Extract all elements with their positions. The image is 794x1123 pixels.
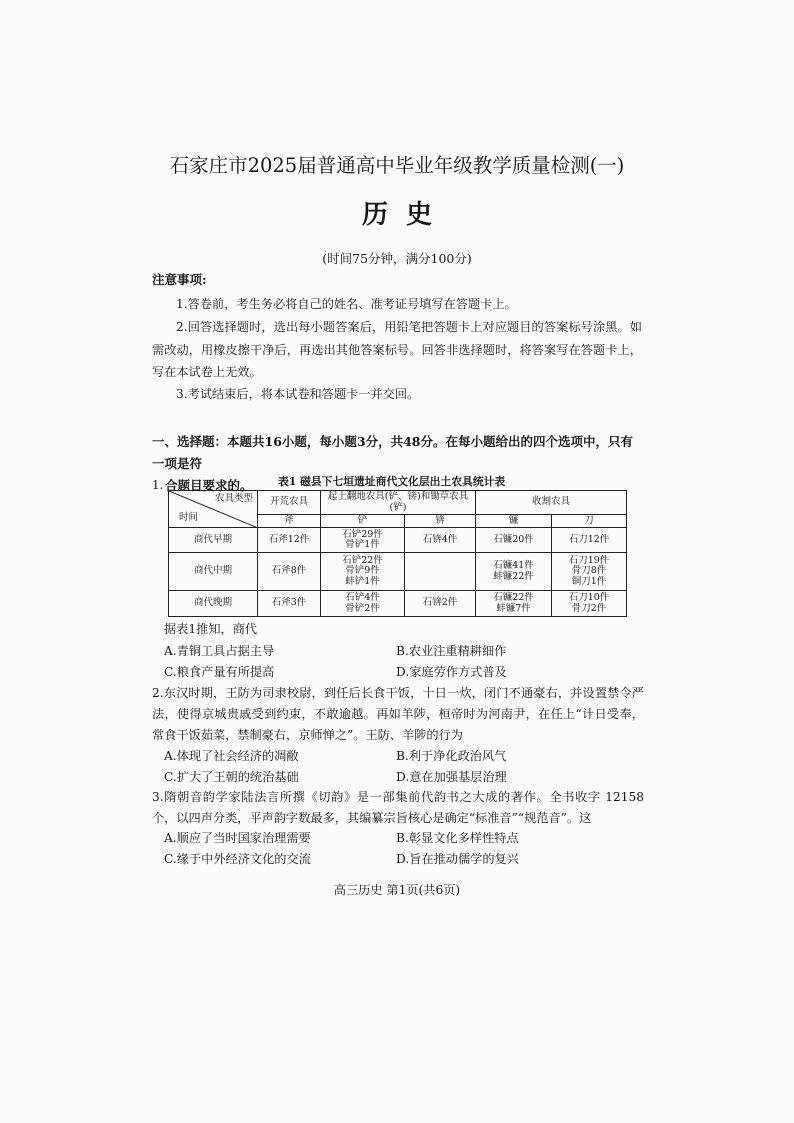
adze-cell: [405, 591, 476, 617]
period-cell: 商代早期: [169, 528, 258, 553]
cell-line: 骨铲9件: [345, 565, 380, 577]
adze-cell: [405, 528, 476, 553]
shovel-cell: [321, 591, 405, 617]
cell-line: 石镰22件: [493, 592, 534, 603]
page-footer: 高三历史 第1页(共6页): [333, 883, 461, 897]
cell-line: 骨铲1件: [345, 539, 380, 550]
q3-option-c[interactable]: C.缘于中外经济文化的交流: [164, 852, 311, 866]
q2-option-b[interactable]: B.利于净化政治风气: [396, 749, 507, 763]
q1-option-a[interactable]: A.青铜工具占据主导: [164, 644, 275, 658]
table-caption: 表1 磁县下七垣遗址商代文化层出土农具统计表: [278, 475, 506, 488]
knife-cell: [552, 553, 627, 591]
period-cell: 商代中期: [169, 553, 258, 591]
section-heading-line-2: 合题目要求的。: [165, 478, 253, 493]
cell-line: 石斧12件: [268, 533, 310, 545]
group-header-clearing: 开荒农具: [258, 491, 321, 515]
q3-option-a[interactable]: A.顺应了当时国家治理需要: [164, 831, 311, 845]
cell-line: 石铲4件: [345, 592, 380, 603]
q1-option-d[interactable]: D.家庭劳作方式普及: [396, 665, 507, 679]
exam-title: 石家庄市2025届普通高中毕业年级教学质量检测(一): [169, 154, 625, 177]
question-1-number: 1.: [152, 478, 164, 492]
q2-option-c[interactable]: C.扩大了王朝的统治基础: [164, 770, 299, 784]
cell-line: 石铲22件: [342, 554, 383, 566]
question-1-stem: 据表1推知，商代: [164, 622, 258, 636]
subheader-shovel: 铲: [321, 515, 405, 528]
cell-line: 蚌镰7件: [496, 602, 531, 614]
sickle-cell: [476, 528, 552, 553]
cell-line: 骨铲2件: [345, 602, 380, 614]
cell-line: 石斧3件: [271, 597, 307, 609]
group-header-harvest: 收割农具: [476, 491, 627, 515]
question-3-stem: 3.隋朝音韵学家陆法言所撰《切韵》是一部集前代韵书之大成的著作。全书收字 12158 个，以四声分类，平声韵字数最多，其编纂宗旨核心是确定“标准音”“规范音”。这: [152, 790, 644, 825]
table-header-row-1: [169, 491, 627, 515]
corner-bottom-label: 时间: [179, 511, 199, 523]
q3-option-d[interactable]: D.旨在推动儒学的复兴: [396, 852, 519, 866]
cell-line: 骨刀8件: [571, 565, 607, 577]
knife-cell: [552, 591, 627, 617]
subheader-adze: 锛: [405, 515, 476, 528]
question-2-stem: 2.东汉时期，王防为司隶校尉，到任后长食干饭，十日一炊，闭门不通豪右，并设置禁令严法，使得京城贵戚受到约束，不敢逾越。再如羊陟，桓帝时为河南尹，在任上“计日受奉，常食干饭茹菜，禁制豪右，京师惮之”。王防、羊陟的行为: [152, 686, 644, 742]
subheader-knife: 刀: [552, 515, 627, 528]
cell-line: 石刀19件: [568, 554, 610, 566]
cell-line: 石刀12件: [568, 533, 610, 545]
axe-cell: [258, 528, 321, 553]
cell-line: 石锛2件: [422, 597, 458, 609]
q1-option-b[interactable]: B.农业注重精耕细作: [396, 644, 507, 658]
corner-top-label: 农具类型: [214, 493, 253, 504]
shovel-cell: [321, 528, 405, 553]
cell-line: 铜刀1件: [571, 575, 607, 587]
time-note: (时间75分钟，满分100分): [322, 251, 472, 266]
cell-line: 骨刀2件: [571, 602, 607, 614]
q2-option-d[interactable]: D.意在加强基层治理: [396, 770, 507, 784]
farm-tools-table: [168, 490, 627, 617]
axe-cell: [258, 553, 321, 591]
section-heading-line-1: 一、选择题：本题共16小题，每小题3分，共48分。在每小题给出的四个选项中，只有一项是符: [152, 434, 633, 471]
notice-item-1: 1.答卷前，考生务必将自己的姓名、准考证号填写在答题卡上。: [176, 297, 517, 311]
cell-line: 石镰41件: [493, 560, 534, 571]
cell-line: 石刀10件: [568, 592, 610, 603]
axe-cell: [258, 591, 321, 617]
table-row: [169, 553, 627, 591]
notice-heading: 注意事项:: [152, 272, 207, 287]
cell-line: 石斧8件: [271, 565, 307, 577]
adze-cell: [405, 553, 476, 591]
cell-line: 蚌镰22件: [493, 570, 534, 582]
knife-cell: [552, 528, 627, 553]
q1-option-c[interactable]: C.粮食产量有所提高: [164, 665, 275, 679]
subheader-sickle: 镰: [476, 515, 552, 528]
q2-option-a[interactable]: A.体现了社会经济的凋敝: [164, 749, 299, 763]
sickle-cell: [476, 591, 552, 617]
notice-item-2: 2.回答选择题时，选出每小题答案后，用铅笔把答题卡上对应题目的答案标号涂黑。如需改动，用橡皮擦干净后，再选出其他答案标号。回答非选择题时，将答案写在答题卡上，写在本试卷上无效。: [152, 320, 642, 379]
subject-title: 历史: [361, 200, 450, 230]
table-row: [169, 591, 627, 617]
cell-line: 石铲29件: [342, 528, 383, 540]
q3-option-b[interactable]: B.彰显文化多样性特点: [396, 831, 519, 845]
sickle-cell: [476, 553, 552, 591]
period-cell: 商代晚期: [169, 591, 258, 617]
subheader-axe: 斧: [258, 515, 321, 528]
group-header-tillage: 起土翻地农具(铲、锛)和锄草农具(铲): [321, 491, 476, 515]
table-corner-cell: [169, 491, 258, 528]
shovel-cell: [321, 553, 405, 591]
table-row: [169, 528, 627, 553]
notice-item-3: 3.考试结束后，将本试卷和答题卡一并交回。: [176, 387, 420, 401]
cell-line: 蚌铲1件: [345, 575, 380, 587]
cell-line: 石镰20件: [493, 533, 534, 545]
cell-line: 石锛4件: [422, 533, 458, 545]
